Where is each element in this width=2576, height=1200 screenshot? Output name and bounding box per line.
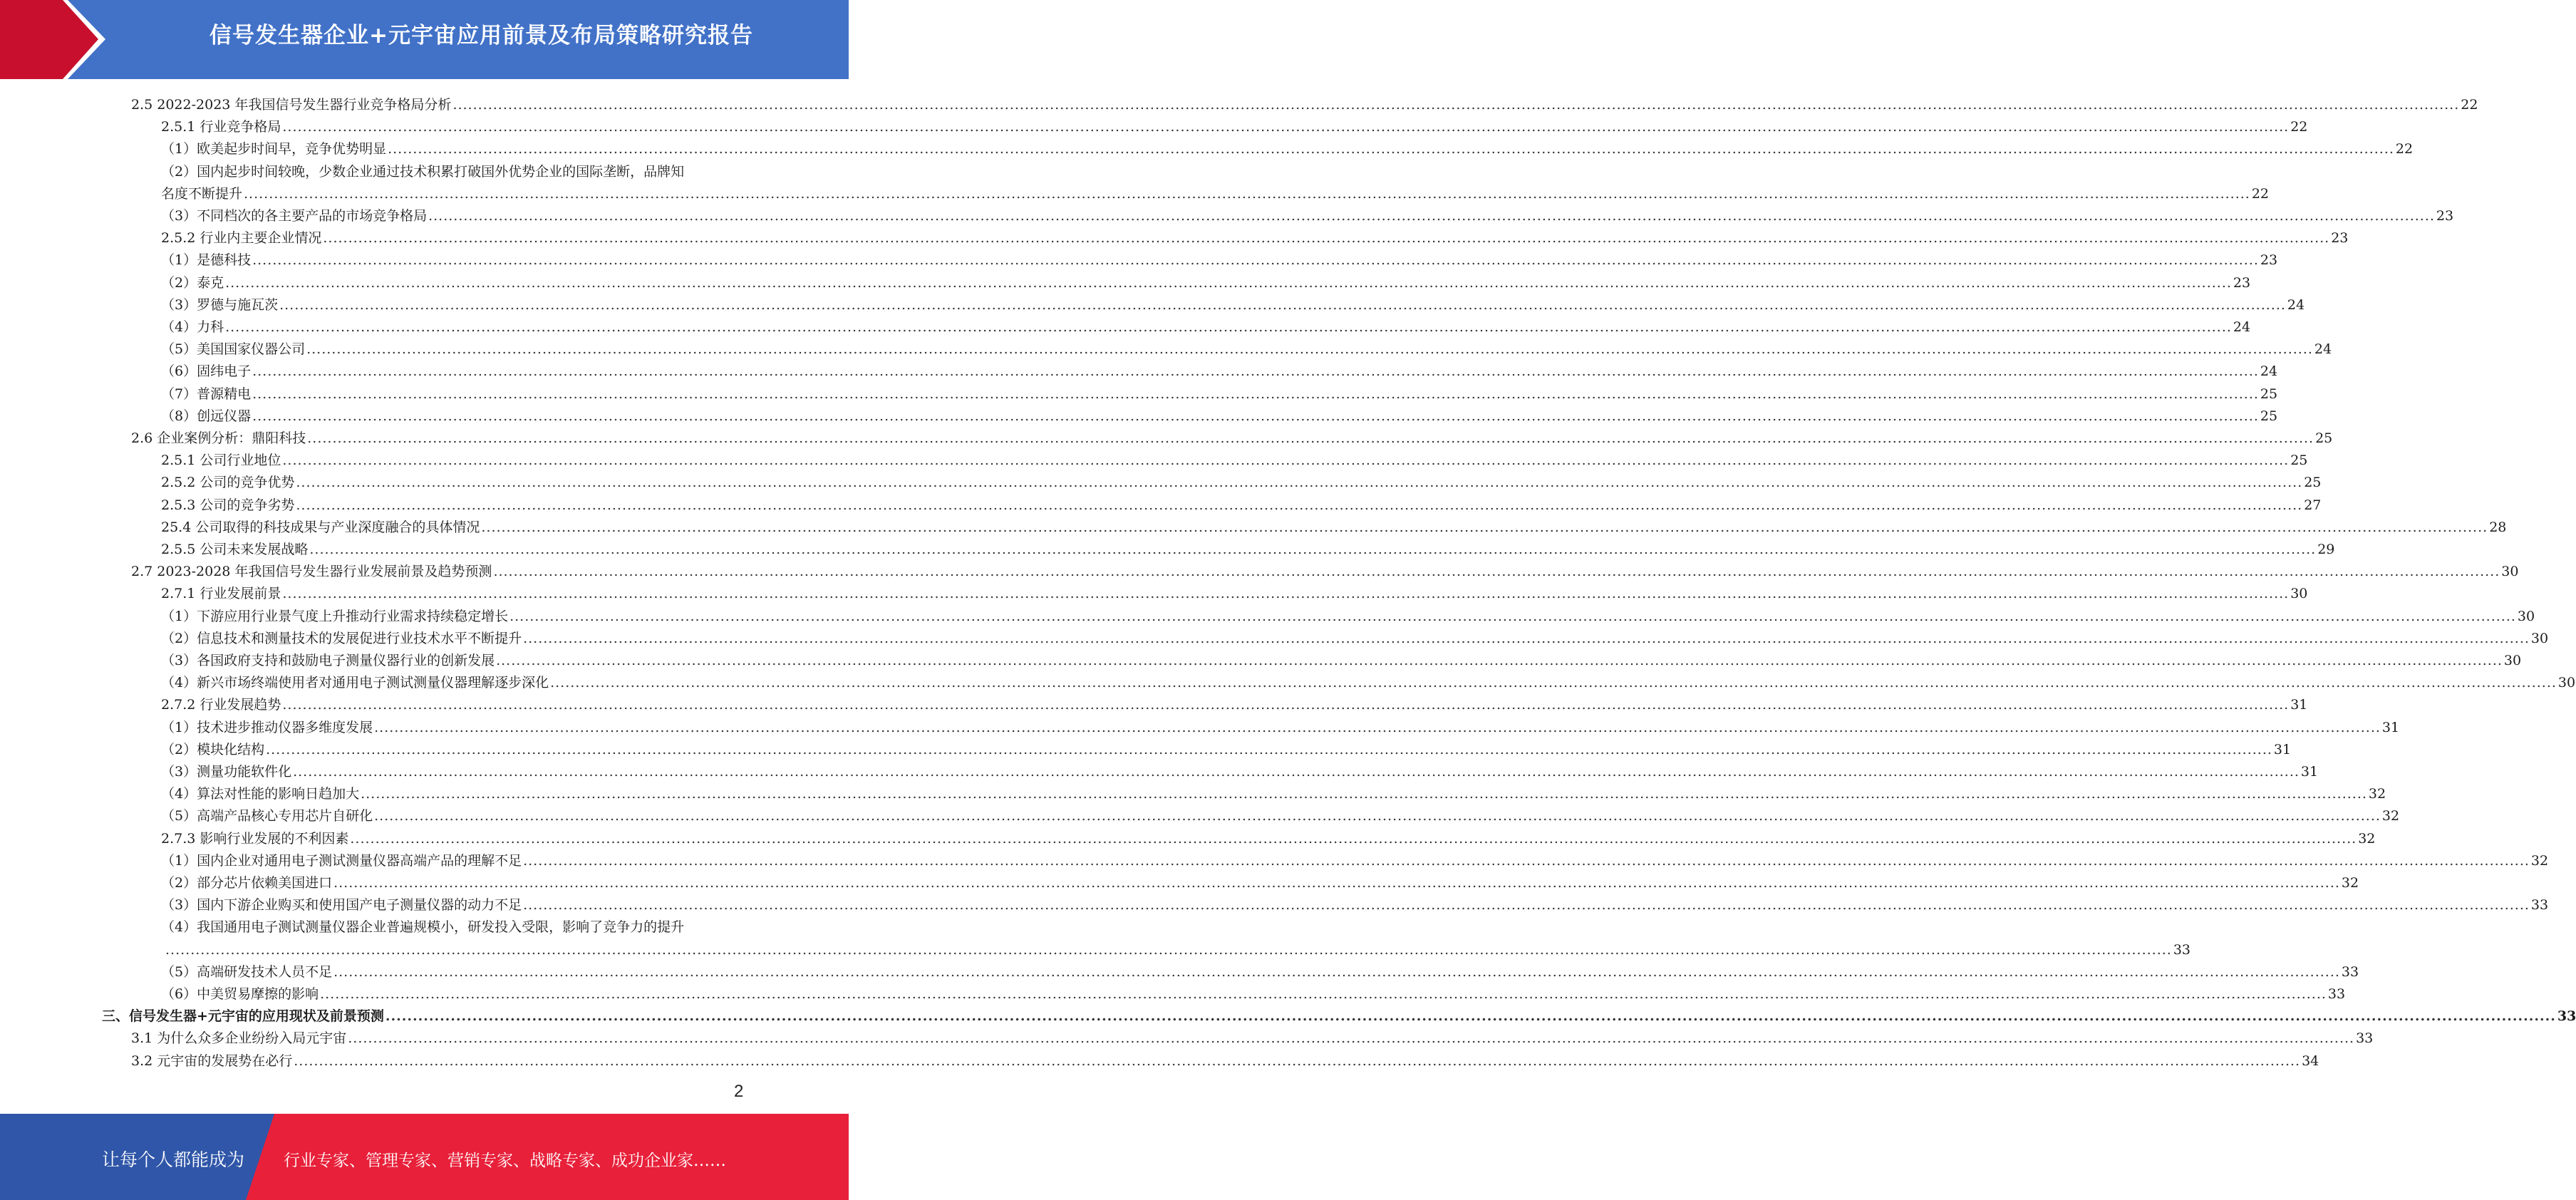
toc-leader-dots: ................................................................................................................................................................................................................................................................................................................................................................................................................	[309, 542, 2317, 557]
toc-entry[interactable]	[161, 580, 2308, 602]
page-footer	[0, 1114, 849, 1200]
toc-entry-page: 32	[2368, 786, 2386, 802]
toc-entry-page: 32	[2358, 830, 2376, 847]
toc-entry[interactable]	[161, 291, 2305, 314]
toc-entry[interactable]	[161, 158, 747, 180]
toc-entry-label: （2）信息技术和测量技术的发展促进行业技术水平不断提升	[161, 630, 522, 646]
toc-leader-dots: ................................................................................................................................................................................................................................................................................................................................................................................................................	[225, 274, 2232, 291]
toc-leader-dots: ................................................................................................................................................................................................................................................................................................................................................................................................................	[282, 452, 2290, 469]
toc-entry-page: 30	[2501, 564, 2519, 580]
toc-entry[interactable]	[131, 91, 2478, 113]
toc-entry[interactable]	[161, 224, 2349, 247]
toc-entry-page: 29	[2317, 542, 2335, 557]
toc-entry[interactable]	[161, 447, 2308, 469]
toc-entry[interactable]	[161, 180, 2270, 202]
toc-entry-page: 32	[2381, 808, 2400, 824]
toc-entry[interactable]	[161, 269, 2251, 291]
toc-entry[interactable]	[161, 780, 2386, 802]
toc-entry[interactable]	[161, 647, 2522, 669]
toc-entry-page: 22	[2461, 97, 2478, 113]
toc-entry-label: （3）测量功能软件化	[161, 764, 292, 780]
toc-entry[interactable]	[161, 469, 2322, 491]
toc-entry[interactable]	[161, 758, 2319, 780]
toc-leader-dots: ................................................................................................................................................................................................................................................................................................................................................................................................................	[523, 630, 2530, 646]
page-header	[0, 0, 849, 79]
toc-entry-label: （1）国内企业对通用电子测试测量仪器高端产品的理解不足	[161, 852, 522, 869]
toc-entry-label: （2）部分芯片依赖美国进口	[161, 875, 333, 891]
toc-entry-page: 30	[2557, 675, 2576, 691]
toc-entry[interactable]	[161, 802, 2400, 824]
toc-leader-dots: ................................................................................................................................................................................................................................................................................................................................................................................................................	[279, 296, 2286, 313]
toc-entry-label: （1）下游应用行业景气度上升推动行业需求持续稳定增长	[161, 608, 509, 624]
toc-entry[interactable]	[161, 135, 2414, 157]
toc-entry[interactable]	[161, 202, 2454, 224]
toc-entry-page: 25	[2260, 408, 2278, 424]
toc-entry-page: 27	[2304, 497, 2322, 513]
toc-entry[interactable]	[131, 425, 2333, 447]
toc-entry[interactable]	[161, 247, 2278, 269]
toc-entry-page: 31	[2300, 764, 2319, 780]
toc-leader-dots: ................................................................................................................................................................................................................................................................................................................................................................................................................	[481, 519, 2488, 535]
toc-entry-page: 23	[2331, 230, 2349, 247]
toc-entry-label: （3）各国政府支持和鼓励电子测量仪器行业的创新发展	[161, 653, 495, 668]
toc-leader-dots: ................................................................................................................................................................................................................................................................................................................................................................................................................	[165, 941, 2172, 958]
toc-entry-label: （6）固纬电子	[161, 363, 252, 380]
toc-entry-label: （1）技术进步推动仪器多维度发展	[161, 719, 373, 735]
toc-entry-label: 2.5 2022-2023 年我国信号发生器行业竞争格局分析	[131, 97, 452, 113]
toc-entry-page: 24	[2260, 363, 2278, 380]
toc-leader-dots: ................................................................................................................................................................................................................................................................................................................................................................................................................	[428, 208, 2435, 224]
toc-entry-label: 2.6 企业案例分析：鼎阳科技	[131, 430, 306, 446]
toc-entry-label: （7）普源精电	[161, 386, 252, 402]
toc-leader-dots: ................................................................................................................................................................................................................................................................................................................................................................................................................	[452, 97, 2460, 113]
toc-leader-dots: ................................................................................................................................................................................................................................................................................................................................................................................................................	[523, 897, 2530, 914]
toc-leader-dots: ................................................................................................................................................................................................................................................................................................................................................................................................................	[509, 608, 2516, 624]
toc-entry-page: 24	[2314, 341, 2332, 358]
toc-entry[interactable]	[161, 691, 2308, 713]
toc-leader-dots: ................................................................................................................................................................................................................................................................................................................................................................................................................	[296, 497, 2303, 513]
toc-entry-page: 32	[2530, 852, 2549, 869]
toc-entry-label: 2.5.2 公司的竞争优势	[161, 475, 295, 491]
toc-entry-label: 2.7.1 行业发展前景	[161, 586, 281, 602]
toc-entry-page: 33	[2557, 1008, 2576, 1025]
toc-entry-page: 33	[2327, 986, 2346, 1002]
toc-entry-label: （5）高端研发技术人员不足	[161, 963, 333, 980]
toc-leader-dots: ................................................................................................................................................................................................................................................................................................................................................................................................................	[282, 119, 2290, 135]
toc-entry[interactable]	[161, 336, 2332, 358]
chevron-logo-icon	[0, 0, 121, 79]
toc-leader-dots: ................................................................................................................................................................................................................................................................................................................................................................................................................	[350, 830, 2357, 847]
toc-leader-dots: ................................................................................................................................................................................................................................................................................................................................................................................................................	[252, 386, 2259, 402]
toc-entry-page: 22	[2395, 141, 2414, 157]
toc-leader-dots: ................................................................................................................................................................................................................................................................................................................................................................................................................	[294, 1052, 2301, 1069]
toc-leader-dots: ................................................................................................................................................................................................................................................................................................................................................................................................................	[266, 741, 2272, 757]
toc-entry[interactable]	[161, 113, 2308, 135]
toc-entry-label: （6）中美贸易摩擦的影响	[161, 986, 319, 1002]
toc-leader-dots: ................................................................................................................................................................................................................................................................................................................................................................................................................	[493, 564, 2500, 580]
toc-entry-label: 2.7.2 行业发展趋势	[161, 697, 281, 713]
toc-entry-label: （5）美国国家仪器公司	[161, 341, 306, 358]
toc-entry-label: （3）罗德与施瓦茨	[161, 296, 279, 313]
toc-leader-dots: ................................................................................................................................................................................................................................................................................................................................................................................................................	[550, 675, 2557, 691]
toc-entry[interactable]	[161, 314, 2251, 336]
toc-entry-label: （4）我国通用电子测试测量仪器企业普遍规模小，研发投入受限，影响了竞争力的提升	[161, 919, 685, 936]
toc-entry-label: （3）不同档次的各主要产品的市场竞争格局	[161, 208, 428, 224]
toc-leader-dots: ................................................................................................................................................................................................................................................................................................................................................................................................................	[374, 808, 2381, 824]
toc-leader-dots: ................................................................................................................................................................................................................................................................................................................................................................................................................	[333, 963, 2340, 980]
toc-entry-page: 33	[2341, 963, 2359, 980]
toc-entry[interactable]	[161, 981, 2346, 1003]
toc-entry-label: （4）算法对性能的影响日趋加大	[161, 786, 360, 802]
toc-entry[interactable]	[161, 847, 2549, 869]
toc-leader-dots: ................................................................................................................................................................................................................................................................................................................................................................................................................	[296, 475, 2303, 491]
toc-entry-label: （3）国内下游企业购买和使用国产电子测量仪器的动力不足	[161, 897, 522, 914]
toc-entry-page: 33	[2173, 941, 2191, 958]
toc-leader-dots: ................................................................................................................................................................................................................................................................................................................................................................................................................	[523, 852, 2530, 869]
toc-leader-dots: ................................................................................................................................................................................................................................................................................................................................................................................................................	[374, 719, 2381, 735]
toc-leader-dots: ................................................................................................................................................................................................................................................................................................................................................................................................................	[282, 586, 2290, 602]
toc-leader-dots: ................................................................................................................................................................................................................................................................................................................................................................................................................	[306, 341, 2313, 358]
toc-entry[interactable]	[161, 603, 2535, 625]
toc-entry-page: 30	[2290, 586, 2308, 602]
toc-leader-dots: ................................................................................................................................................................................................................................................................................................................................................................................................................	[348, 1030, 2355, 1047]
toc-entry[interactable]	[161, 536, 2335, 558]
toc-entry-page: 23	[2260, 252, 2278, 269]
toc-entry-label: （8）创远仪器	[161, 408, 252, 424]
toc-entry-label: 2.5.3 公司的竞争劣势	[161, 497, 295, 513]
toc-entry-page: 30	[2530, 630, 2549, 646]
toc-entry-page: 33	[2530, 897, 2549, 914]
toc-entry-label: 3.1 为什么众多企业纷纷入局元宇宙	[131, 1030, 347, 1047]
toc-entry-label: 2.5.5 公司未来发展战略	[161, 542, 309, 557]
toc-entry-page: 31	[2273, 741, 2292, 757]
toc-entry-page: 28	[2489, 519, 2507, 535]
toc-entry[interactable]	[131, 1048, 2319, 1070]
toc-leader-dots: ................................................................................................................................................................................................................................................................................................................................................................................................................	[252, 363, 2259, 380]
toc-entry[interactable]	[161, 492, 2322, 514]
toc-entry[interactable]	[161, 714, 2400, 736]
toc-leader-dots: ................................................................................................................................................................................................................................................................................................................................................................................................................	[333, 875, 2340, 891]
toc-entry-page: 33	[2356, 1030, 2374, 1047]
toc-leader-dots: ................................................................................................................................................................................................................................................................................................................................................................................................................	[361, 786, 2367, 802]
toc-leader-dots: ................................................................................................................................................................................................................................................................................................................................................................................................................	[252, 408, 2259, 424]
toc-leader-dots: ................................................................................................................................................................................................................................................................................................................................................................................................................	[225, 319, 2232, 335]
toc-entry[interactable]	[161, 514, 2507, 536]
toc-entry[interactable]	[161, 869, 2359, 891]
toc-entry-page: 31	[2381, 719, 2400, 735]
toc-entry-label: 2.5.1 行业竞争格局	[161, 119, 281, 135]
toc-entry-label: （4）新兴市场终端使用者对通用电子测试测量仪器理解逐步深化	[161, 675, 549, 691]
toc-entry[interactable]	[161, 736, 2292, 758]
report-title: 信号发生器企业+元宇宙应用前景及布局策略研究报告	[210, 23, 753, 48]
toc-entry-page: 34	[2302, 1052, 2319, 1069]
toc-entry[interactable]	[161, 625, 2549, 647]
toc-entry-page: 31	[2290, 697, 2308, 713]
toc-entry-label: 2.5.2 行业内主要企业情况	[161, 230, 322, 247]
toc-leader-dots: ................................................................................................................................................................................................................................................................................................................................................................................................................	[385, 1008, 2556, 1025]
toc-entry-page: 23	[2233, 274, 2251, 291]
toc-entry-label: 2.7 2023-2028 年我国信号发生器行业发展前景及趋势预测	[131, 564, 492, 580]
toc-entry-page: 22	[2251, 185, 2270, 202]
toc-entry-label: （1）是德科技	[161, 252, 252, 269]
toc-entry[interactable]	[161, 891, 2549, 914]
toc-entry-label: 2.5.1 公司行业地位	[161, 452, 281, 469]
toc-leader-dots: ................................................................................................................................................................................................................................................................................................................................................................................................................	[244, 185, 2250, 202]
toc-leader-dots: ................................................................................................................................................................................................................................................................................................................................................................................................................	[293, 764, 2300, 780]
toc-entry-label: 25.4 公司取得的科技成果与产业深度融合的具体情况	[161, 519, 480, 535]
toc-entry[interactable]	[102, 1003, 2576, 1025]
toc-entry-label: （5）高端产品核心专用芯片自研化	[161, 808, 373, 824]
toc-entry-label: （2）国内起步时间较晚，少数企业通过技术积累打破国外优势企业的国际垄断，品牌知	[161, 163, 685, 180]
toc-leader-dots: ................................................................................................................................................................................................................................................................................................................................................................................................................	[307, 430, 2314, 446]
toc-entry-page: 30	[2503, 653, 2522, 668]
toc-entry[interactable]	[131, 558, 2519, 580]
toc-entry[interactable]	[131, 1025, 2374, 1047]
toc-entry[interactable]	[161, 958, 2359, 981]
toc-entry-label: （2）泰克	[161, 274, 224, 291]
toc-entry-page: 32	[2341, 875, 2359, 891]
toc-entry[interactable]	[161, 914, 747, 936]
toc-entry-page: 22	[2290, 119, 2308, 135]
toc-entry-page: 25	[2315, 430, 2333, 446]
toc-leader-dots: ................................................................................................................................................................................................................................................................................................................................................................................................................	[496, 653, 2503, 668]
toc-entry-page: 30	[2517, 608, 2535, 624]
toc-entry[interactable]	[161, 358, 2278, 380]
toc-entry-label: 2.7.3 影响行业发展的不利因素	[161, 830, 349, 847]
toc-entry[interactable]	[161, 403, 2278, 425]
toc-entry-page: 25	[2290, 452, 2308, 469]
toc-leader-dots: ................................................................................................................................................................................................................................................................................................................................................................................................................	[323, 230, 2330, 247]
toc-leader-dots: ................................................................................................................................................................................................................................................................................................................................................................................................................	[252, 252, 2259, 269]
toc-entry-label: （2）模块化结构	[161, 741, 265, 757]
toc-entry[interactable]	[161, 669, 2576, 691]
toc-entry-label: 名度不断提升	[161, 185, 243, 202]
toc-entry[interactable]	[161, 381, 2278, 403]
footer-slogan-left: 让每个人都能成为	[102, 1149, 245, 1170]
page-number: 2	[734, 1082, 744, 1101]
toc-entry[interactable]	[161, 825, 2376, 847]
toc-entry-label: 三、信号发生器+元宇宙的应用现状及前景预测	[102, 1008, 384, 1025]
toc-entry-label: （1）欧美起步时间早，竞争优势明显	[161, 141, 387, 157]
toc-entry-page: 24	[2287, 296, 2305, 313]
toc-entry-page: 24	[2233, 319, 2251, 335]
footer-slogan-right: 行业专家、管理专家、营销专家、战略专家、成功企业家……	[284, 1152, 726, 1170]
toc-entry[interactable]	[164, 936, 2191, 958]
toc-leader-dots: ................................................................................................................................................................................................................................................................................................................................................................................................................	[320, 986, 2327, 1002]
toc-leader-dots: ................................................................................................................................................................................................................................................................................................................................................................................................................	[282, 697, 2290, 713]
toc-entry-page: 25	[2260, 386, 2278, 402]
toc-entry-page: 25	[2304, 475, 2322, 491]
toc-leader-dots: ................................................................................................................................................................................................................................................................................................................................................................................................................	[388, 141, 2394, 157]
toc-entry-label: （4）力科	[161, 319, 224, 335]
toc-entry-page: 23	[2436, 208, 2454, 224]
toc-entry-label: 3.2 元宇宙的发展势在必行	[131, 1052, 293, 1069]
